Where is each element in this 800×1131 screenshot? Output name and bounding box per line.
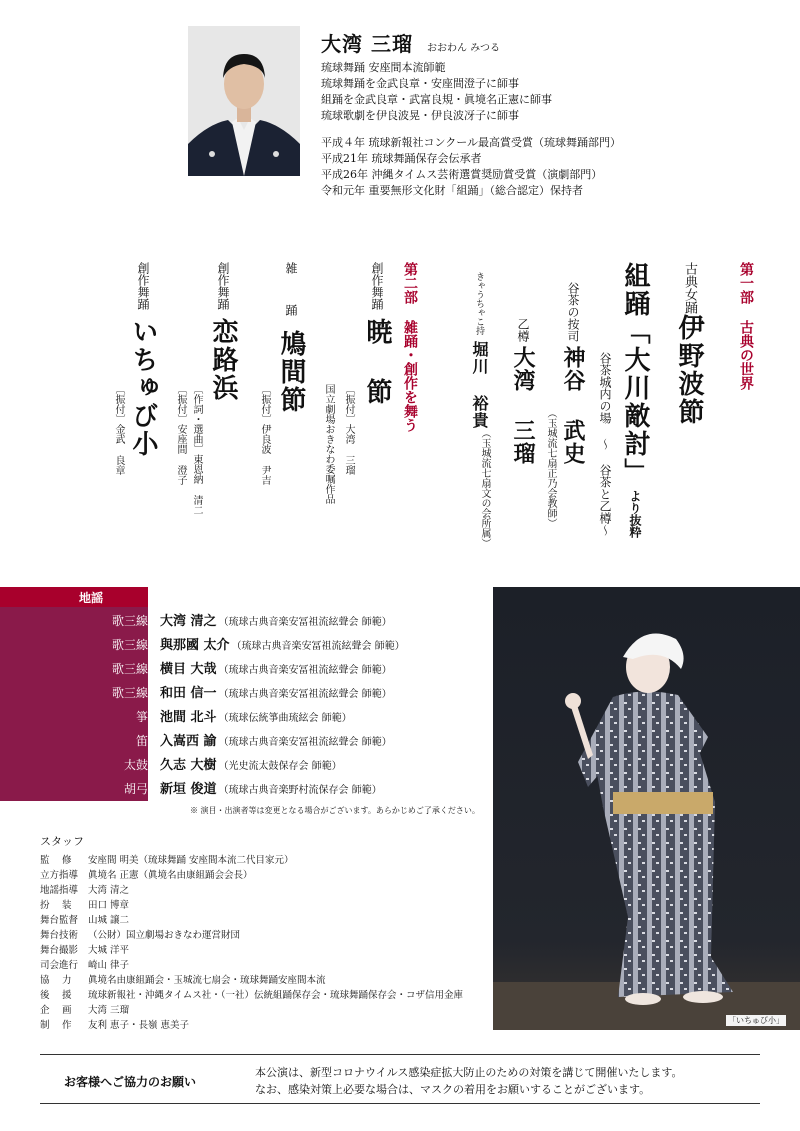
staff-value: 安座間 明美（琉球舞踊 安座間本流二代目家元） [88,855,294,866]
award-line: 平成26年 沖縄タイムス芸術選賞奨励賞受賞（演劇部門） [321,168,603,181]
item-title: いちゅび小 [128,318,158,458]
item-credit: 〔振付〕安座間 澄子 [175,384,186,485]
musician-affiliation: （琉球古典音楽安冨祖流絃聲会 師範） [231,641,405,652]
bio-line: 琉球舞踊 安座間本流師範 [321,61,446,74]
staff-value: 琉球新報社・沖縄タイムス社・（一社）伝統組踊保存会・琉球舞踊保存会・コザ信用金庫 [88,990,464,1001]
performer-name: 大湾 三瑠 [321,32,413,56]
staff-row [40,1017,189,1031]
item-credit: 〔振付〕伊良波 尹吉 [259,384,270,485]
performer-name-row [321,28,500,57]
performer-portrait-image [188,26,300,176]
staff-title: スタッフ [40,835,84,848]
dancer-photo-image [493,587,800,1030]
performer-portrait [188,26,300,176]
item-credit: 〔振付〕大湾 三瑠 [343,384,354,475]
staff-value: 友利 恵子・長嶺 恵美子 [88,1020,190,1031]
staff-row [40,957,129,971]
item-genre: 創作舞踊 [216,262,230,310]
musician-affiliation: （琉球古典音楽野村流保存会 師範） [218,785,382,796]
cast-name: 大湾 三瑠 [510,346,536,465]
bio-line: 琉球舞踊を金武良章・安座間澄子に師事 [321,77,519,90]
musician-row [160,778,382,797]
staff-role: 舞台撮影 [40,945,79,956]
staff-row [40,942,129,956]
cast-affiliation: （玉城流七扇正乃会教師） [545,408,556,528]
musician-name: 横目 大哉 [160,662,217,677]
program-item-ichubigwa [128,262,158,458]
performer-reading: おおわん みつる [426,43,500,54]
item-credit: 〔振付〕金武 良章 [113,384,124,475]
instrument-label: 胡弓 [123,782,148,796]
musician-name: 新垣 俊道 [160,782,217,797]
award-line: 平成21年 琉球舞踊保存会伝承者 [321,152,482,165]
cast-name: 神谷 武史 [560,346,586,465]
staff-row [40,972,326,986]
bio-line: 琉球歌劇を伊良波晃・伊良波冴子に師事 [321,109,519,122]
part1-heading: 第一部 古典の世界 [738,262,754,390]
award-line: 令和元年 重要無形文化財「組踊」（総合認定）保持者 [321,184,583,197]
musician-row [160,754,342,773]
cast-name: 堀川 裕貴 [470,341,489,429]
program-item-akatsuki [362,262,392,406]
instrument-label: 歌三線 [111,662,148,676]
cast-affiliation: （玉城流七扇文の会所属） [479,428,490,548]
musician-row [160,706,352,725]
staff-row [40,852,294,866]
staff-role: 監 修 [40,855,72,866]
photo-caption: 「いちゅび小」 [728,1016,784,1025]
instrument-label: 歌三線 [111,638,148,652]
change-notice: ※ 演目・出演者等は変更となる場合がございます。あらかじめご了承ください。 [190,806,480,815]
musician-name: 久志 大樹 [160,758,217,773]
program-item-koijihama [208,262,238,402]
musician-name: 與那國 太介 [160,638,230,653]
musician-name: 池間 北斗 [160,710,217,725]
cast-tanchanoaji [560,282,586,465]
item-title: 伊野波節 [674,314,704,426]
cast-role: 乙樽 [516,318,530,342]
musician-row [160,730,392,749]
staff-row [40,867,253,881]
item-scene: 谷茶城内の場 ～ 谷茶と乙樽～ [598,352,612,536]
performer-awards [321,135,621,199]
item-suffix: より抜粋 [628,490,642,538]
instrument-label: 箏 [135,710,148,724]
award-line: 平成４年 琉球新報社コンクール最高賞受賞（琉球舞踊部門） [321,136,622,149]
musician-affiliation: （琉球古典音楽安冨祖流絃聲会 師範） [218,665,392,676]
staff-value: 眞境名由康組踊会・玉城流七扇会・琉球舞踊安座間本流 [88,975,326,986]
staff-role: 立方指導 [40,870,79,881]
cast-kyauchako [466,272,492,429]
program-item-hatomabushi [276,262,306,414]
staff-value: 崎山 律子 [88,960,130,971]
cast-role: きゃうちゃこ持 [474,272,484,335]
instrument-label: 歌三線 [111,614,148,628]
item-genre: 雑 踊 [284,262,298,324]
staff-value: 眞境名 正憲（眞境名由康組踊会会長） [88,870,253,881]
item-credit: 〔作詞・選曲〕東恩納 清二 [191,384,202,515]
notice-title: お客様へご協力のお願い [64,1075,197,1089]
staff-value: 大城 洋平 [88,945,130,956]
notice-line: なお、感染対策上必要な場合は、マスクの着用をお願いすることがございます。 [255,1083,651,1096]
musician-row [160,682,392,701]
staff-role: 舞台監督 [40,915,79,926]
musician-name: 和田 信一 [160,686,217,701]
part2-heading: 第二部 雑踊・創作を舞う [402,262,418,432]
cast-role: 谷茶の按司 [566,282,580,342]
notice-body [255,1064,682,1098]
instrument-label: 太鼓 [123,758,148,772]
musician-name: 大湾 清之 [160,614,217,629]
item-title: 鳩間節 [276,330,306,414]
staff-role: 制 作 [40,1020,72,1031]
bio-line: 組踊を金武良章・武富良規・眞境名正憲に師事 [321,93,552,106]
staff-value: （公財）国立劇場おきなわ運営財団 [88,930,241,941]
staff-role: 司会進行 [40,960,79,971]
item-genre: 古典女踊 [682,262,697,314]
staff-value: 大湾 三瑠 [88,1005,130,1016]
program-item-kumiodori [620,262,650,538]
staff-role: 企 画 [40,1005,72,1016]
musician-affiliation: （琉球古典音楽安冨祖流絃聲会 師範） [218,617,392,628]
musician-affiliation: （琉球古典音楽安冨祖流絃聲会 師範） [218,689,392,700]
staff-value: 山城 譲二 [88,915,130,926]
musician-affiliation: （琉球古典音楽安冨祖流絃聲会 師範） [218,737,392,748]
performer-training [321,60,552,124]
cast-ototaru [510,318,536,465]
staff-value: 田口 博章 [88,900,130,911]
staff-row [40,987,463,1001]
item-title: 暁 節 [362,318,392,406]
staff-row [40,1002,129,1016]
notice-bottom-rule [40,1103,760,1104]
staff-role: 舞台技術 [40,930,79,941]
program-item-inohabushi [674,262,704,426]
notice-top-rule [40,1054,760,1055]
musician-affiliation: （光史流太鼓保存会 師範） [218,761,342,772]
staff-role: 後 援 [40,990,72,1001]
staff-row [40,927,240,941]
musician-name: 入嵩西 諭 [160,734,217,749]
item-genre: 創作舞踊 [136,262,150,310]
staff-role: 地謡指導 [40,885,79,896]
staff-row [40,897,129,911]
item-genre: 創作舞踊 [370,262,384,310]
musician-row [160,634,405,653]
item-title: 組踊「大川敵討」 [620,262,650,486]
staff-role: 扮 装 [40,900,72,911]
notice-line: 本公演は、新型コロナウイルス感染症拡大防止のための対策を講じて開催いたします。 [255,1066,683,1079]
musician-row [160,610,392,629]
staff-role: 協 力 [40,975,72,986]
staff-value: 大湾 清之 [88,885,130,896]
musician-affiliation: （琉球伝統箏曲琉絃会 師範） [218,713,352,724]
item-title: 恋路浜 [208,318,238,402]
jikata-header: 地謡 [78,591,103,605]
instrument-label: 笛 [135,734,148,748]
dancer-photo [493,587,800,1030]
musician-row [160,658,392,677]
instrument-label: 歌三線 [111,686,148,700]
staff-row [40,912,129,926]
staff-row [40,882,129,896]
item-note: 国立劇場おきなわ委嘱作品 [323,384,334,504]
